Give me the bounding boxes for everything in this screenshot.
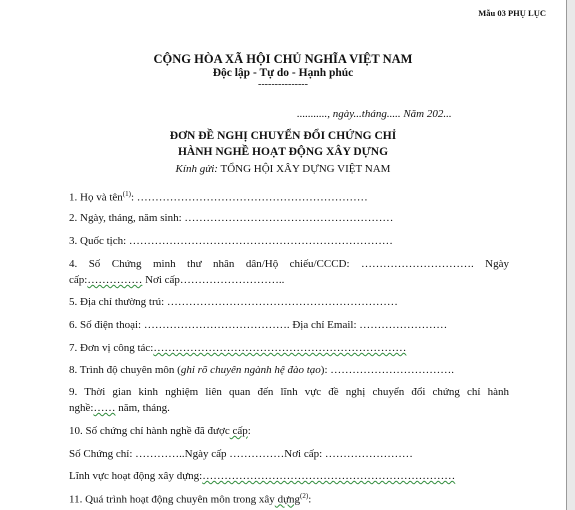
- field-experience-years: [69, 402, 170, 414]
- footnote-1: (1): [122, 190, 131, 198]
- experience-label: nghề:: [69, 402, 94, 414]
- work-history-label: 11. Quá trình hoạt động chuyên môn trong xây: [69, 493, 275, 506]
- field-phone-email: 6. Số điện thoại: …………………………………. Địa chỉ Email: ……………………: [69, 319, 448, 331]
- title-line-2: HÀNH NGHỀ HOẠT ĐỘNG XÂY DỰNG: [177, 146, 389, 158]
- field-experience: 9. Thời gian kinh nghiệm liên quan đến lĩnh vực đề nghị chuyển đổi chứng chỉ hành: [69, 386, 509, 398]
- motto: Độc lập - Tự do - Hạnh phúc: [212, 67, 354, 79]
- work-history-construction: dựng: [274, 493, 301, 506]
- qualification-hint: ghi rõ chuyên ngành hệ đào tạo: [180, 364, 321, 376]
- certificate-count-label: 10. Số chứng chỉ hành nghề đã được: [69, 425, 230, 437]
- recipient-value: TỔNG HỘI XÂY DỰNG VIỆT NAM: [220, 163, 391, 175]
- motto-divider: ---------------: [258, 79, 308, 90]
- viewer-edge: [567, 0, 575, 510]
- construction-area-label: Lĩnh vực hoạt động xây dựng:: [69, 470, 203, 482]
- employer-label: 7. Đơn vị công tác:: [69, 342, 154, 354]
- construction-area-dots: ……………………………………………………………: [202, 470, 456, 482]
- employer-dots: ……………………………………………………………: [153, 342, 407, 354]
- certificate-count-issued: cấp: [229, 425, 248, 437]
- full-name-dots: : ………………………………………………………: [130, 191, 368, 204]
- experience-dots: ……: [93, 402, 116, 414]
- title-line-1: ĐƠN ĐỀ NGHỊ CHUYỂN ĐỔI CHỨNG CHỈ: [169, 130, 397, 142]
- experience-unit: năm, tháng.: [115, 402, 170, 414]
- field-employer: [69, 342, 406, 354]
- certificate-count-colon: :: [247, 425, 251, 437]
- field-qualification: [69, 364, 454, 376]
- work-history-colon: :: [308, 493, 312, 506]
- field-construction-area: [69, 470, 455, 482]
- qualification-label: 8. Trình độ chuyên môn (: [69, 364, 181, 376]
- field-address: 5. Địa chỉ thường trú: ………………………………………………………: [69, 296, 398, 308]
- nation-heading: CỘNG HÒA XÃ HỘI CHỦ NGHĨA VIỆT NAM: [153, 52, 413, 66]
- field-certificate-detail: Số Chứng chỉ: …………..Ngày cấp ……………Nơi cấp: ……………………: [69, 448, 413, 460]
- field-id-number: 4. Số Chứng minh thư nhân dân/Hộ chiếu/CCCD: …………………………. Ngày: [69, 258, 509, 270]
- recipient: [0, 163, 566, 175]
- footnote-2: (2): [300, 492, 309, 500]
- id-issue-dots: ……………: [87, 274, 143, 286]
- full-name-label: 1. Họ và tên: [69, 191, 123, 204]
- field-id-issue: [69, 274, 284, 286]
- recipient-label: Kính gửi:: [175, 163, 218, 175]
- field-work-history: [69, 492, 311, 506]
- qualification-dots: ): …………………………….: [320, 364, 455, 376]
- date-line: ..........., ngày...tháng..... Năm 202...: [297, 108, 452, 120]
- field-nationality: 3. Quốc tịch: ………………………………………………………………: [69, 235, 393, 247]
- field-date-of-birth: 2. Ngày, tháng, năm sinh: …………………………………………………: [69, 212, 394, 224]
- id-issue-place: Nơi cấp………………………..: [142, 274, 285, 286]
- id-issue-label: cấp:: [69, 274, 88, 286]
- form-number: Mẫu 03 PHỤ LỤC: [478, 8, 546, 18]
- field-certificate-count: [69, 425, 251, 437]
- field-full-name: [69, 190, 368, 204]
